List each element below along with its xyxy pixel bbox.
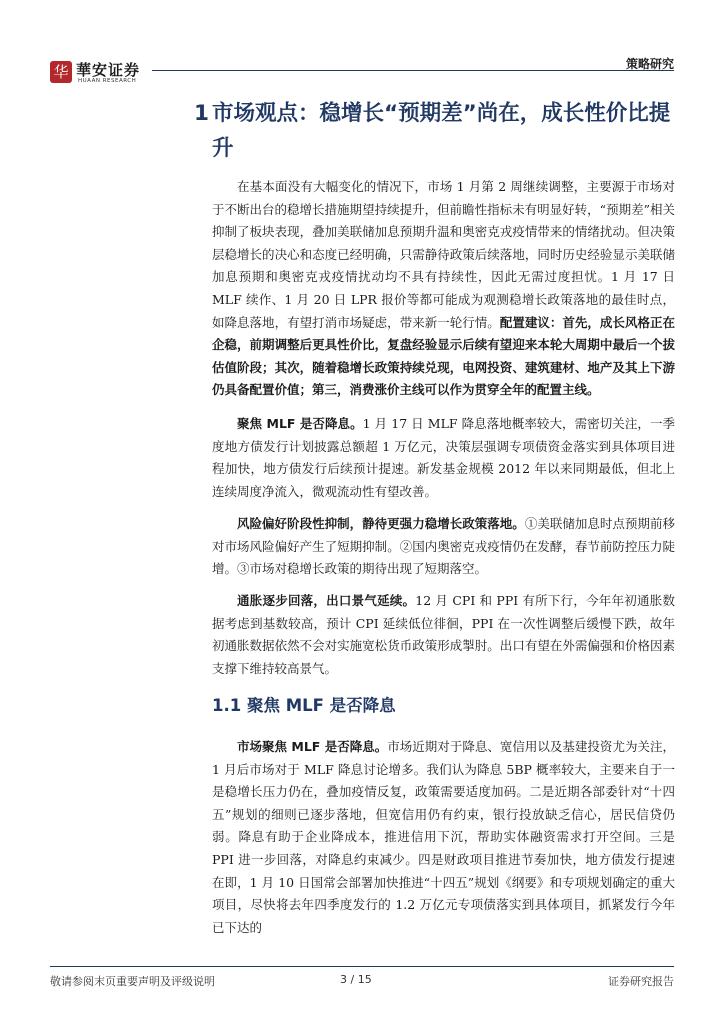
section-number: 1 (194, 101, 209, 126)
paragraph-risk-appetite (212, 513, 675, 581)
paragraph-lead: 市场聚焦 MLF 是否降息。 (237, 739, 388, 754)
paragraph-text: 12 月 CPI 和 PPI 有所下行，今年年初通胀数据考虑到基数较高，预计 CPI 延续低位徘徊，PPI 在一次性调整后缓慢下跌，故年初通胀数据依然不会对实施宽松货币政策形成掣肘。出口有望在外需偏强和价格因素支撑下维持较高景气。 (212, 593, 675, 676)
paragraph-text: 市场近期对于降息、宽信用以及基建投资尤为关注，1 月后市场对于 MLF 降息讨论增多。我们认为降息 5BP 概率较大，主要来自于一是稳增长压力仍在，叠加疫情反复，政策需要适度加码。二是近期各部委针对“十四五”规划的细则已逐步落地，但宽信用仍有约束，银行投放缺乏信心，居民信贷仍弱。降息有助于企业降成本，推进信用下沉，帮助实体融资需求打开空间。三是 PPI 进一步回落，对降息约束减少。四是财政项目推进节奏加快，地方债发行提速在即，1 月 10 日国常会部署加快推进“十四五”规划《纲要》和专项规划确定的重大项目，尽快将去年四季度发行的 1.2 万亿元专项债落实到具体项目，抓紧发行今年已下达的 (212, 739, 675, 935)
logo-seal: 华 (50, 61, 72, 83)
paragraph-lead: 风险偏好阶段性抑制，静待更强力稳增长政策落地。 (237, 516, 525, 531)
paragraph-market-view (212, 176, 675, 402)
section-heading (194, 96, 682, 166)
paragraph-lead: 通胀逐步回落，出口景气延续。 (237, 593, 416, 608)
logo-subtext: HUAAN RESEARCH (78, 78, 137, 84)
paragraph-text: 1 月 17 日 MLF 降息落地概率较大，需密切关注，一季度地方债发行计划披露总额超 1 万亿元，决策层强调专项债资金落实到具体项目进程加快，地方债发行后续预计提速。新发基金规模 2012 年以来同期最低，但北上连续周度净流入，微观流动性有望改善。 (212, 416, 675, 499)
page-number: 3 / 15 (340, 973, 372, 986)
logo-text: 華安证券 (76, 61, 141, 79)
report-category: 策略研究 (625, 57, 674, 71)
section-title: 市场观点：稳增长“预期差”尚在，成长性价比提升 (212, 101, 671, 161)
subsection-heading: 1.1 聚焦 MLF 是否降息 (212, 696, 396, 715)
paragraph-mlf (212, 413, 675, 503)
page-header (0, 0, 724, 92)
paragraph-text: ①美联储加息时点预期前移对市场风险偏好产生了短期抑制。②国内奥密克戎疫情仍在发酵，春节前防控压力陡增。③市场对稳增长政策的期待出现了短期落空。 (212, 516, 675, 577)
footer-report-type: 证券研究报告 (608, 975, 674, 988)
footer-disclaimer: 敬请参阅末页重要声明及评级说明 (50, 975, 215, 988)
paragraph-mlf-focus (212, 736, 675, 939)
paragraph-inflation (212, 590, 675, 680)
paragraph-lead: 聚焦 MLF 是否降息。 (237, 416, 363, 431)
paragraph-text: 在基本面没有大幅变化的情况下，市场 1 月第 2 周继续调整，主要源于市场对于不断出台的稳增长措施期望持续提升，但前瞻性指标未有明显好转，“预期差”相关抑制了板块表现，叠加美联储加息预期升温和奥密克戎疫情带来的情绪扰动。但决策层稳增长的决心和态度已经明确，只需静待政策后续落地，同时历史经验显示美联储加息预期和奥密克戎疫情扰动均不具有持续性，因此无需过度担忧。1 月 17 日 MLF 续作、1 月 20 日 LPR 报价等都可能成为观测稳增长政策落地的最佳时点，如降息落地，有望打消市场疑虑，带来新一轮行情。 (212, 179, 675, 330)
allocation-advice: 配置建议：首先，成长风格正在企稳，前期调整后更具性价比，复盘经验显示后续有望迎来本轮大周期中最后一个拔估值阶段；其次，随着稳增长政策持续兑现，电网投资、建筑建材、地产及其上下游仍具备配置价值；第三，消费涨价主线可以作为贯穿全年的配置主线。 (212, 314, 675, 398)
footer-divider (50, 966, 674, 967)
header-divider (152, 70, 674, 71)
